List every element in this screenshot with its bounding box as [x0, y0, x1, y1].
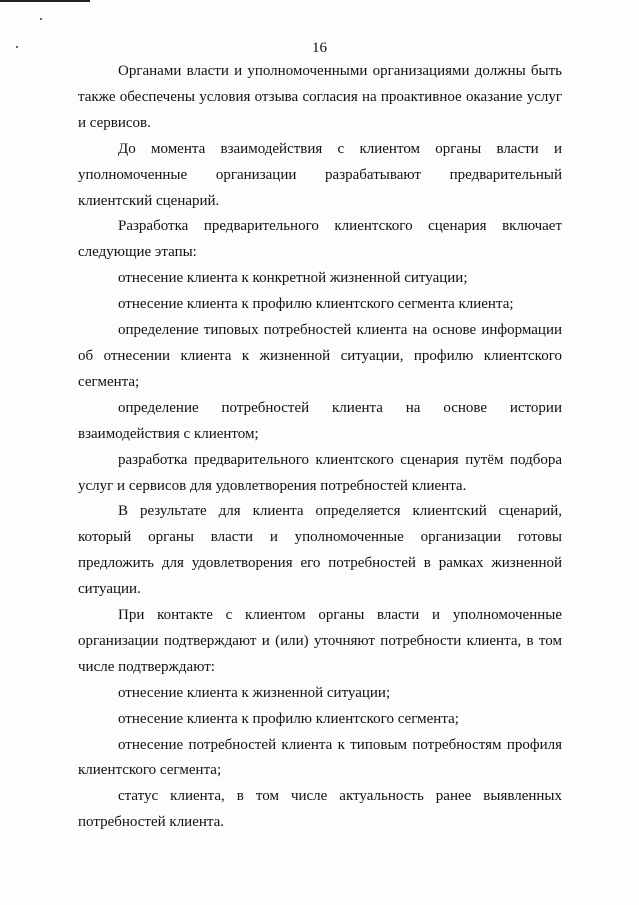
list-item: отнесение клиента к профилю клиентского сегмента;: [118, 710, 459, 727]
list-item: отнесение потребностей клиента к типовым потребностям профиля клиентского сегмента;: [78, 736, 562, 779]
paragraph: Органами власти и уполномоченными организациями должны быть также обеспечены условия отзыва согласия на проактивное оказание услуг и сервисов.: [78, 63, 562, 131]
document-body: [78, 59, 562, 836]
list-item: отнесение клиента к жизненной ситуации;: [118, 684, 391, 701]
list-item: отнесение клиента к конкретной жизненной ситуации;: [118, 270, 468, 287]
scan-speck: [40, 18, 42, 20]
scan-edge-mark: [0, 0, 90, 2]
list-item: определение потребностей клиента на основе истории взаимодействия с клиентом;: [78, 399, 562, 442]
page-number: 16: [312, 40, 327, 56]
paragraph: При контакте с клиентом органы власти и уполномоченные организации подтверждают и (или) уточняют потребности клиента, в том числе подтверждают:: [78, 607, 562, 675]
list-item: отнесение клиента к профилю клиентского сегмента клиента;: [118, 296, 514, 313]
paragraph: До момента взаимодействия с клиентом органы власти и уполномоченные организации разрабатывают предварительный клиентский сценарий.: [78, 140, 562, 209]
paragraph: В результате для клиента определяется клиентский сценарий, который органы власти и уполномоченные организации готовы предложить для удовлетворения его потребностей в рамках жизненной ситуации.: [78, 503, 562, 598]
list-item: разработка предварительного клиентского сценария путём подбора услуг и сервисов для удовлетворения потребностей клиента.: [78, 451, 562, 494]
list-item: статус клиента, в том числе актуальность ранее выявленных потребностей клиента.: [78, 788, 562, 831]
paragraph: Разработка предварительного клиентского сценария включает следующие этапы:: [78, 218, 562, 261]
list-item: определение типовых потребностей клиента на основе информации об отнесении клиента к жизненной ситуации, профилю клиентского сегмента;: [78, 322, 562, 390]
